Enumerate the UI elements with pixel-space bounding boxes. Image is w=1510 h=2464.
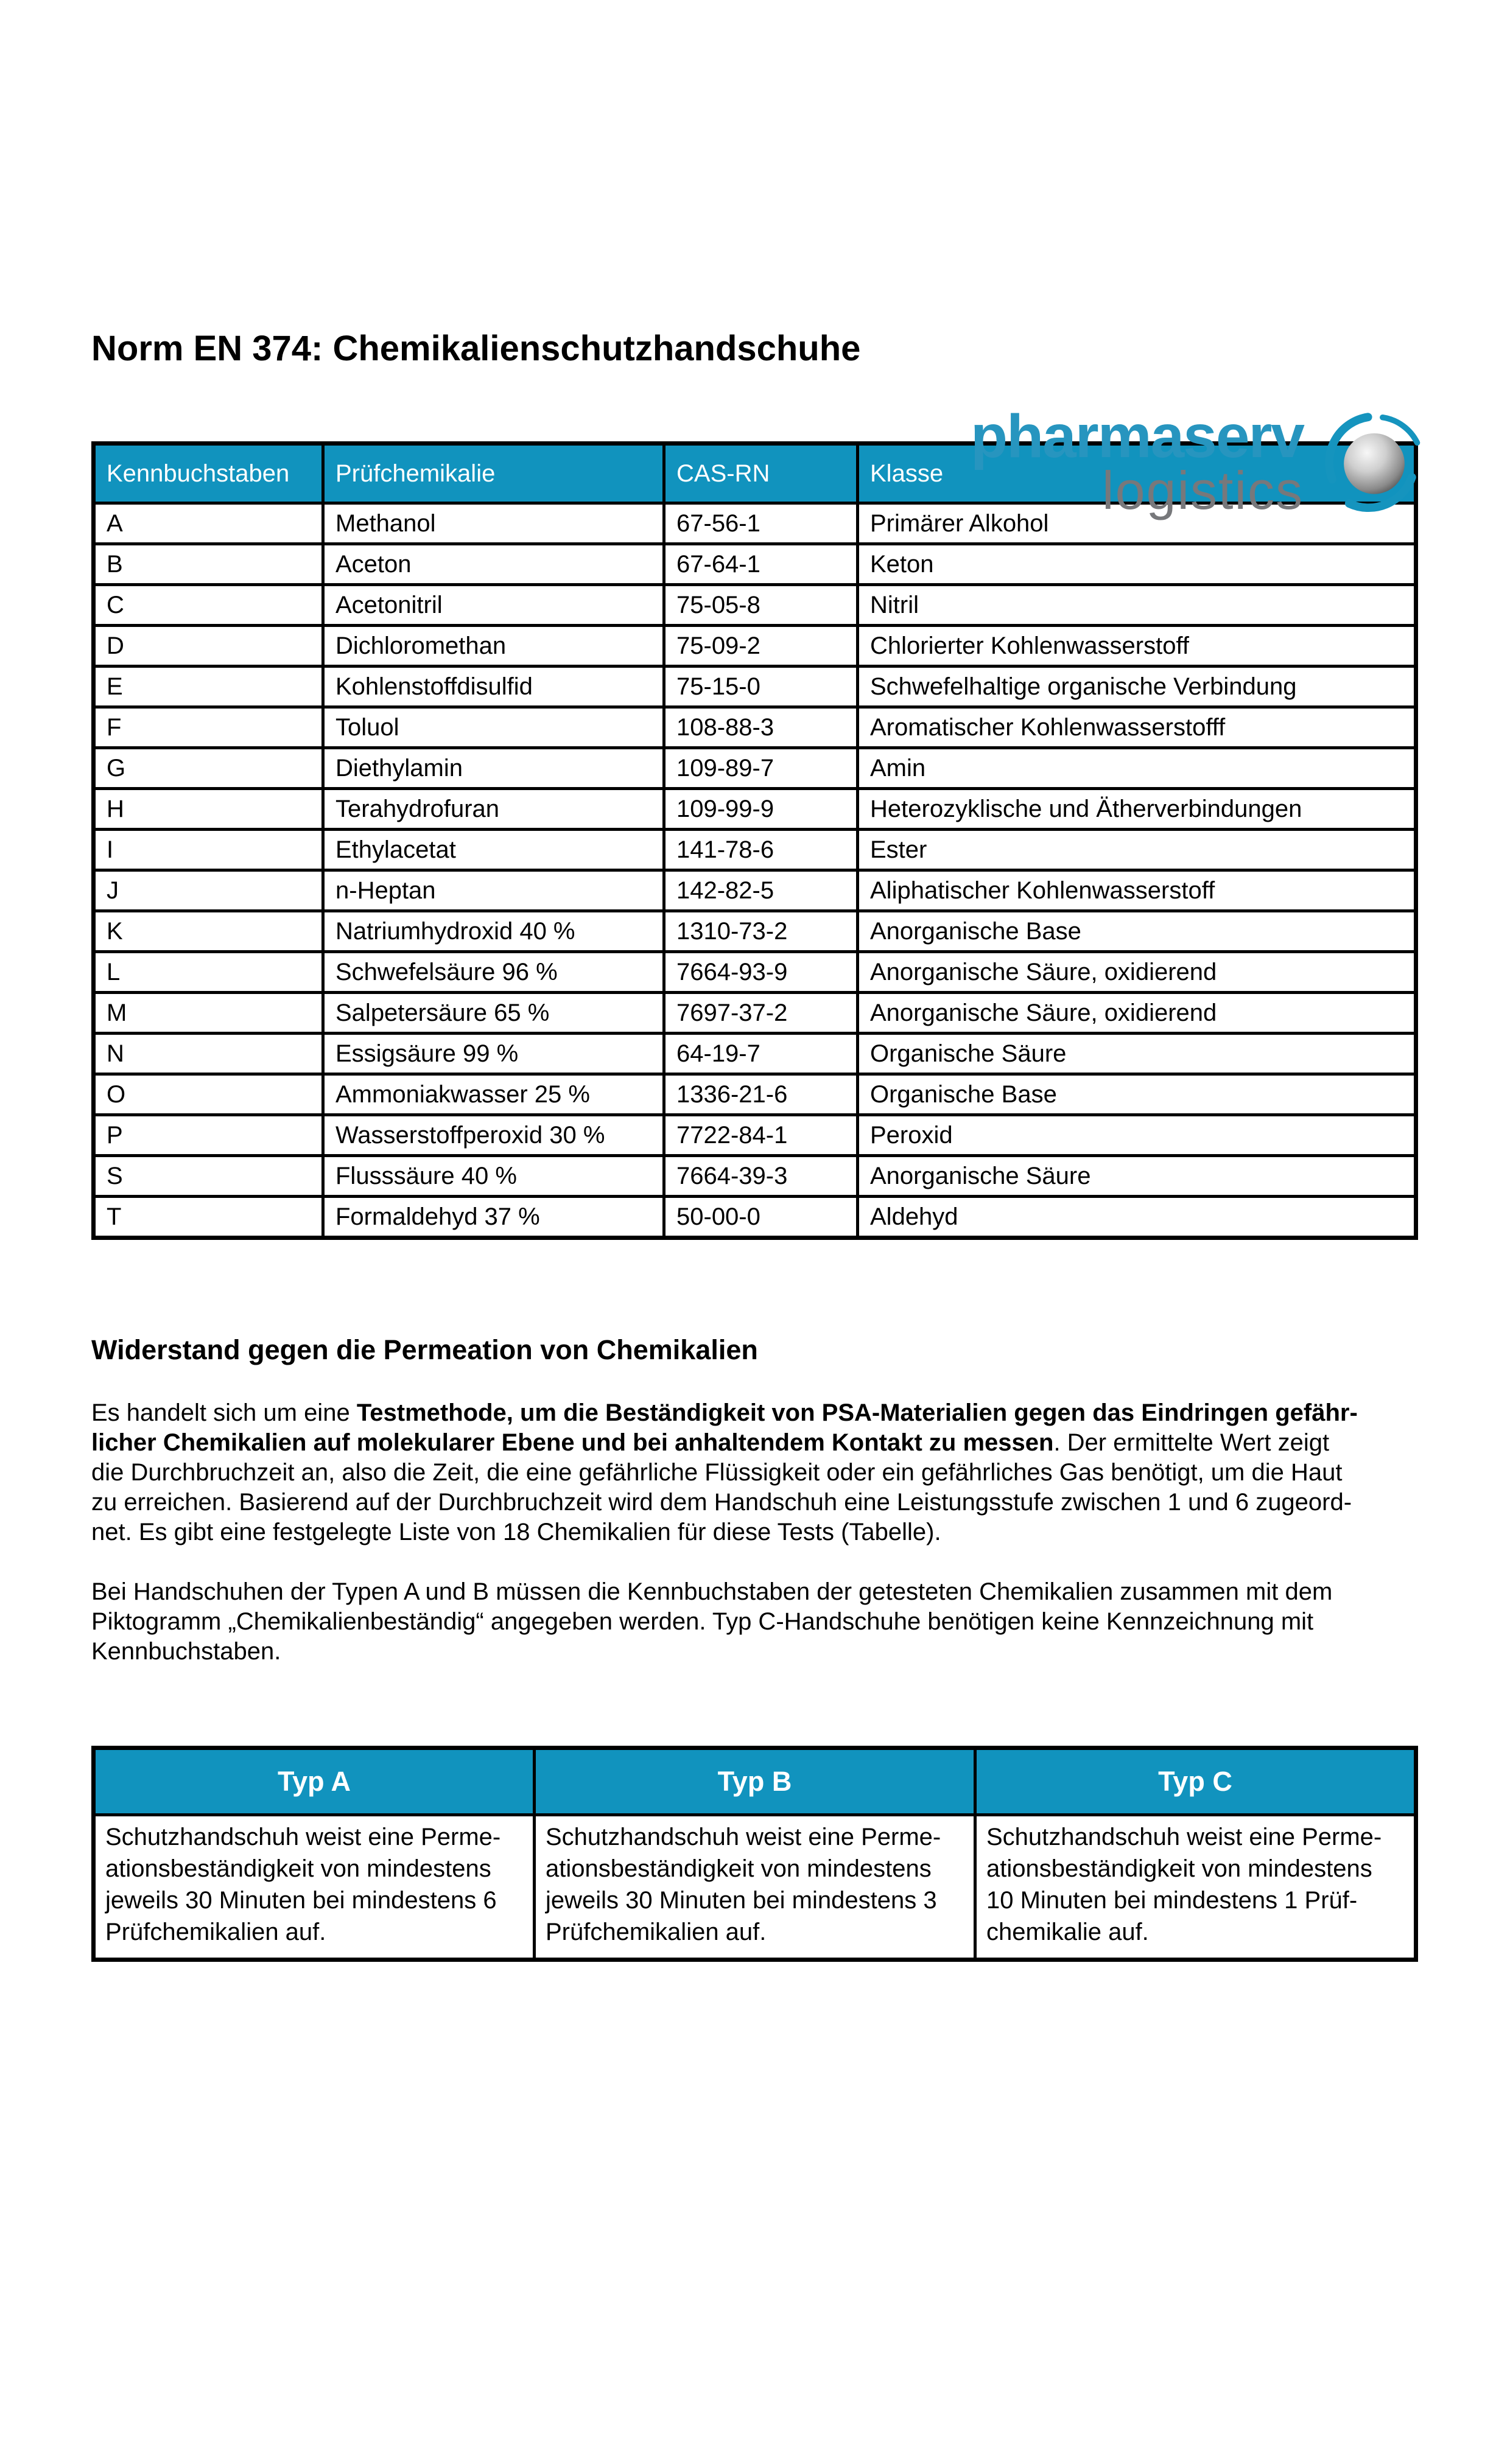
table-cell: 108-88-3	[664, 707, 858, 747]
table-cell: O	[94, 1074, 323, 1115]
paragraph-marking	[91, 1577, 1422, 1667]
table-cell: Aliphatischer Kohlenwasserstoff	[858, 870, 1416, 911]
table-cell: Toluol	[323, 707, 664, 747]
table-cell: Chlorierter Kohlenwasserstoff	[858, 625, 1416, 666]
table-cell: 75-05-8	[664, 584, 858, 625]
table-cell: C	[94, 584, 323, 625]
table-cell: F	[94, 707, 323, 747]
page-title: Norm EN 374: Chemikalienschutzhandschuhe	[91, 329, 861, 368]
table-cell: Schwefelsäure 96 %	[323, 951, 664, 992]
table-cell: M	[94, 992, 323, 1033]
table-cell: Essigsäure 99 %	[323, 1033, 664, 1074]
table-cell: Diethylamin	[323, 747, 664, 788]
page-content	[0, 329, 1510, 1962]
table-cell: E	[94, 666, 323, 707]
table-cell: Aceton	[323, 544, 664, 584]
table-cell: Terahydrofuran	[323, 788, 664, 829]
table-cell: Schwefelhaltige organische Verbindung	[858, 666, 1416, 707]
table-row	[94, 1196, 1416, 1237]
col-header-klasse: Klasse	[858, 443, 1416, 503]
text-segment: Kennbuchstaben.	[91, 1638, 281, 1665]
table-cell: n-Heptan	[323, 870, 664, 911]
table-cell: Anorganische Säure, oxidierend	[858, 992, 1416, 1033]
company-logo	[971, 402, 1427, 520]
table-cell: Anorganische Säure	[858, 1155, 1416, 1196]
table-cell: Ammoniakwasser 25 %	[323, 1074, 664, 1115]
table-row	[94, 544, 1416, 584]
table-cell: 67-64-1	[664, 544, 858, 584]
table-cell: 7722-84-1	[664, 1115, 858, 1155]
text-segment: licher Chemikalien auf molekularer Ebene und bei anhaltendem Kontakt zu messen	[91, 1429, 1054, 1457]
table-cell: 75-15-0	[664, 666, 858, 707]
logo-suffix-text: logistics	[1102, 460, 1304, 520]
chemical-table	[91, 441, 1418, 1240]
table-cell: Organische Base	[858, 1074, 1416, 1115]
table-cell: P	[94, 1115, 323, 1155]
col-header-cas-rn: CAS-RN	[664, 443, 858, 503]
table-row	[94, 1115, 1416, 1155]
text-segment: Testmethode, um die Beständigkeit von PSA-Materialien gegen das Eindringen gefähr-	[356, 1399, 1358, 1427]
table-cell: Natriumhydroxid 40 %	[323, 911, 664, 951]
table-cell: Ethylacetat	[323, 829, 664, 870]
table-cell: Heterozyklische und Ätherverbindungen	[858, 788, 1416, 829]
table-cell: D	[94, 625, 323, 666]
table-cell: 109-89-7	[664, 747, 858, 788]
table-cell: 1336-21-6	[664, 1074, 858, 1115]
table-cell: N	[94, 1033, 323, 1074]
table-cell: T	[94, 1196, 323, 1237]
typ-b-description: Schutzhandschuh weist eine Perme- ationsbeständigkeit von mindestens jeweils 30 Minuten bei mindestens 3 Prüfchemikalien auf.	[535, 1815, 975, 1959]
table-row	[94, 788, 1416, 829]
table-cell: 64-19-7	[664, 1033, 858, 1074]
section-heading: Widerstand gegen die Permeation von Chemikalien	[91, 1334, 758, 1365]
table-cell: 75-09-2	[664, 625, 858, 666]
table-cell: 142-82-5	[664, 870, 858, 911]
col-header-typ-c: Typ C	[975, 1748, 1416, 1815]
table-cell: B	[94, 544, 323, 584]
table-cell: Kohlenstoffdisulfid	[323, 666, 664, 707]
table-cell: Aromatischer Kohlenwasserstofff	[858, 707, 1416, 747]
logo-wordmark	[971, 402, 1304, 520]
text-segment: Piktogramm „Chemikalienbeständig“ angegeben werden. Typ C-Handschuhe benötigen keine Kennzeichnung mit	[91, 1608, 1314, 1636]
table-cell: Aldehyd	[858, 1196, 1416, 1237]
table-cell: J	[94, 870, 323, 911]
document-page	[0, 329, 1510, 2464]
table-cell: Ester	[858, 829, 1416, 870]
table-cell: G	[94, 747, 323, 788]
logo-brand-text: pharmaserv	[971, 402, 1304, 471]
table-cell: 50-00-0	[664, 1196, 858, 1237]
table-cell: Flusssäure 40 %	[323, 1155, 664, 1196]
col-header-typ-b: Typ B	[535, 1748, 975, 1815]
table-row	[94, 625, 1416, 666]
table-cell: Organische Säure	[858, 1033, 1416, 1074]
text-segment: die Durchbruchzeit an, also die Zeit, die eine gefährliche Flüssigkeit oder ein gefährliches Gas benötigt, um die Haut	[91, 1459, 1343, 1486]
table-cell: Dichloromethan	[323, 625, 664, 666]
text-segment: zu erreichen. Basierend auf der Durchbruchzeit wird dem Handschuh eine Leistungsstufe zwischen 1 und 6 zugeord-	[91, 1489, 1352, 1516]
table-row	[94, 1033, 1416, 1074]
col-header-kennbuchstaben: Kennbuchstaben	[94, 443, 323, 503]
table-cell: Salpetersäure 65 %	[323, 992, 664, 1033]
table-cell: 67-56-1	[664, 503, 858, 544]
table-cell: I	[94, 829, 323, 870]
table-cell: Wasserstoffperoxid 30 %	[323, 1115, 664, 1155]
table-cell: Peroxid	[858, 1115, 1416, 1155]
col-header-pruefchemikalie: Prüfchemikalie	[323, 443, 664, 503]
table-cell: K	[94, 911, 323, 951]
table-row	[94, 1074, 1416, 1115]
table-cell: Formaldehyd 37 %	[323, 1196, 664, 1237]
text-segment: net. Es gibt eine festgelegte Liste von 18 Chemikalien für diese Tests (Tabelle).	[91, 1519, 941, 1546]
table-cell: Keton	[858, 544, 1416, 584]
text-segment: Bei Handschuhen der Typen A und B müssen die Kennbuchstaben der getesteten Chemikalien zusammen mit dem	[91, 1578, 1333, 1606]
text-segment: Es handelt sich um eine	[91, 1399, 357, 1427]
table-row	[94, 1155, 1416, 1196]
table-cell: A	[94, 503, 323, 544]
type-body-row	[94, 1815, 1416, 1959]
table-row	[94, 707, 1416, 747]
table-cell: L	[94, 951, 323, 992]
table-row	[94, 951, 1416, 992]
table-cell: S	[94, 1155, 323, 1196]
table-cell: Methanol	[323, 503, 664, 544]
table-row	[94, 584, 1416, 625]
col-header-typ-a: Typ A	[94, 1748, 535, 1815]
table-cell: 141-78-6	[664, 829, 858, 870]
table-cell: 7664-39-3	[664, 1155, 858, 1196]
text-segment: . Der ermittelte Wert zeigt	[1053, 1429, 1330, 1457]
table-cell: Acetonitril	[323, 584, 664, 625]
table-cell: Anorganische Base	[858, 911, 1416, 951]
sphere-orbit-icon	[1322, 410, 1427, 518]
table-cell: H	[94, 788, 323, 829]
table-row	[94, 870, 1416, 911]
table-cell: 7664-93-9	[664, 951, 858, 992]
table-row	[94, 829, 1416, 870]
table-row	[94, 747, 1416, 788]
table-cell: Primärer Alkohol	[858, 503, 1416, 544]
table-row	[94, 911, 1416, 951]
typ-c-description: Schutzhandschuh weist eine Perme- ationsbeständigkeit von mindestens 10 Minuten bei mindestens 1 Prüf- chemikalie auf.	[975, 1815, 1416, 1959]
table-cell: Nitril	[858, 584, 1416, 625]
table-row	[94, 666, 1416, 707]
glove-type-table	[91, 1746, 1418, 1962]
table-cell: Anorganische Säure, oxidierend	[858, 951, 1416, 992]
paragraph-permeation	[91, 1398, 1422, 1547]
table-cell: 7697-37-2	[664, 992, 858, 1033]
table-cell: 109-99-9	[664, 788, 858, 829]
type-header-row	[94, 1748, 1416, 1815]
typ-a-description: Schutzhandschuh weist eine Perme- ationsbeständigkeit von mindestens jeweils 30 Minuten bei mindestens 6 Prüfchemikalien auf.	[94, 1815, 535, 1959]
table-cell: 1310-73-2	[664, 911, 858, 951]
table-cell: Amin	[858, 747, 1416, 788]
table-row	[94, 992, 1416, 1033]
